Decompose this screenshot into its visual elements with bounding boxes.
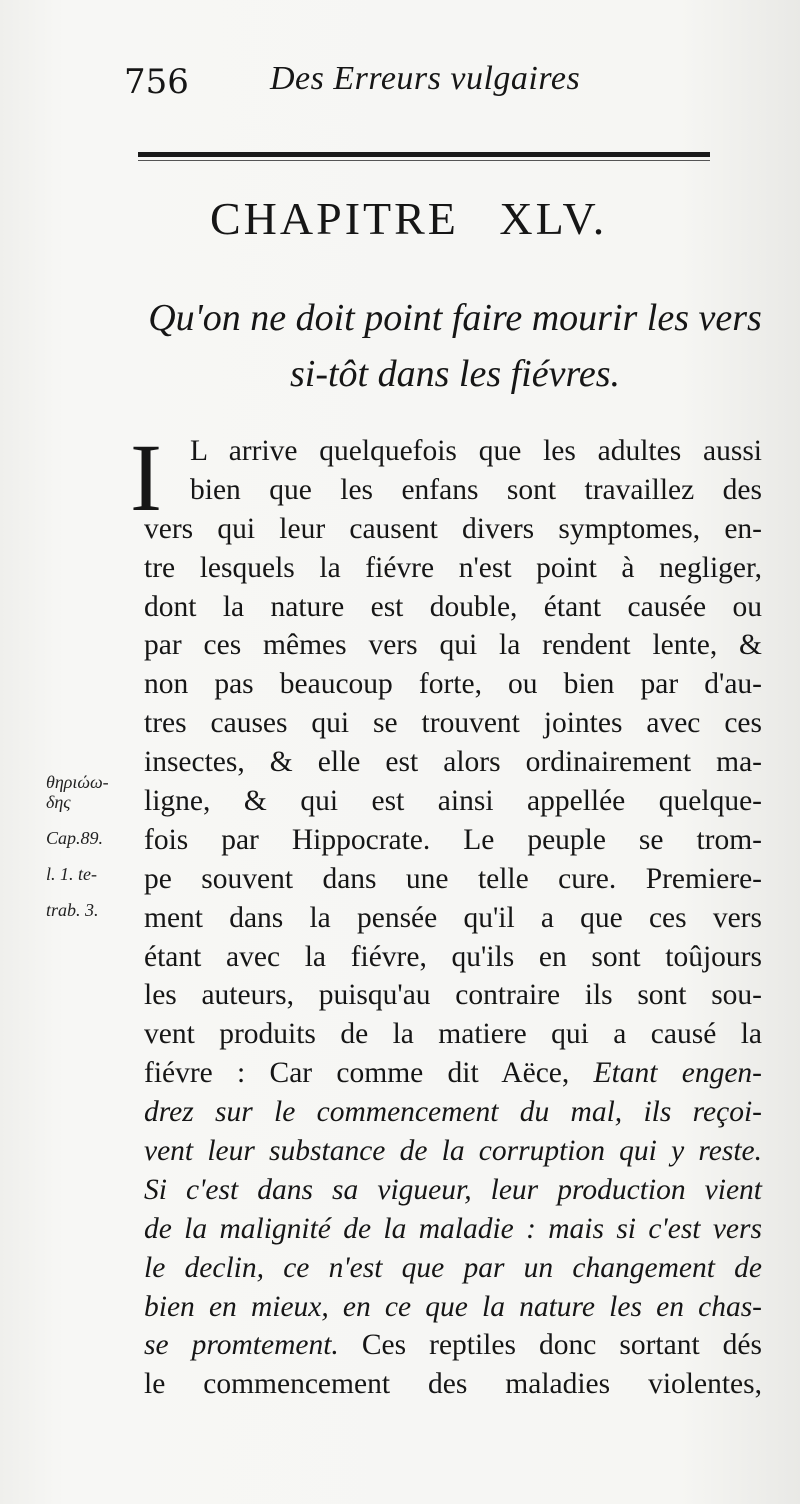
margin-note-line: δης (46, 792, 71, 812)
body-line-italic: bien en mieux, en ce que la nature les en chas- (144, 1290, 762, 1323)
chapter-subtitle-line-2: si-tôt dans les fiévres. (290, 353, 620, 395)
body-line-italic: Etant engen- (593, 1057, 762, 1090)
body-line-italic: le declin, ce n'est que par un changement de (144, 1251, 762, 1284)
body-line-roman: Ces reptiles donc sortant dés (361, 1329, 762, 1362)
header-rule (138, 152, 710, 157)
drop-cap: I (130, 424, 162, 531)
body-line: vers qui leur causent divers symptomes, en- (144, 512, 762, 545)
body-line-italic: drez sur le commencement du mal, ils reçoi- (144, 1096, 762, 1129)
body-line-mixed (144, 1326, 762, 1365)
margin-note-line: θηριώω- (46, 772, 109, 792)
body-line-roman: fiévre : Car comme dit Aëce, (144, 1057, 570, 1090)
body-line: pe souvent dans une telle cure. Premiere- (144, 862, 762, 895)
chapter-title: CHAPITRE XLV. (210, 193, 608, 244)
body-line: tres causes qui se trouvent jointes avec ces (144, 707, 762, 740)
page-header (120, 50, 720, 110)
body-line: L arrive quelquefois que les adultes aussi (190, 435, 762, 467)
margin-note-line: l. 1. te- (46, 864, 97, 884)
margin-note-line: trab. 3. (46, 900, 99, 920)
body-line: ligne, & qui est ainsi appellée quelque- (144, 785, 762, 818)
body-line: dont la nature est double, étant causée ou (144, 590, 762, 623)
body-line-italic: vent leur substance de la corruption qui y reste. (144, 1135, 762, 1168)
running-title: Des Erreurs vulgaires (270, 60, 581, 97)
body-line: bien que les enfans sont travaillez des (190, 473, 762, 506)
body-line: ment dans la pensée qu'il a que ces vers (144, 901, 762, 934)
chapter-subtitle (145, 290, 765, 402)
body-line: fois par Hippocrate. Le peuple se trom- (144, 823, 762, 856)
body-line-italic: de la malignité de la maladie : mais si c'est vers (144, 1212, 762, 1245)
body-line-italic: Si c'est dans sa vigueur, leur production vient (144, 1173, 762, 1206)
body-line-mixed (144, 1054, 762, 1093)
body-line: insectes, & elle est alors ordinairement ma- (144, 746, 762, 779)
body-line: par ces mêmes vers qui la rendent lente, & (144, 629, 762, 662)
body-text (144, 432, 762, 1404)
body-line: le commencement des maladies violentes, (144, 1368, 762, 1401)
body-line: non pas beaucoup forte, ou bien par d'au- (144, 668, 762, 701)
page-number: 756 (124, 62, 189, 102)
chapter-subtitle-line-1: Qu'on ne doit point faire mourir les vers (148, 297, 762, 339)
margin-note (46, 764, 142, 928)
body-line: tre lesquels la fiévre n'est point à negliger, (144, 551, 762, 584)
margin-note-line: Cap.89. (46, 828, 104, 848)
body-line: les auteurs, puisqu'au contraire ils sont sou- (144, 979, 762, 1012)
header-rule-thin (138, 160, 710, 161)
body-line: vent produits de la matiere qui a causé la (144, 1018, 762, 1051)
body-line-italic: se promtement. (144, 1329, 339, 1362)
body-line: étant avec la fiévre, qu'ils en sont toûjours (144, 940, 762, 973)
